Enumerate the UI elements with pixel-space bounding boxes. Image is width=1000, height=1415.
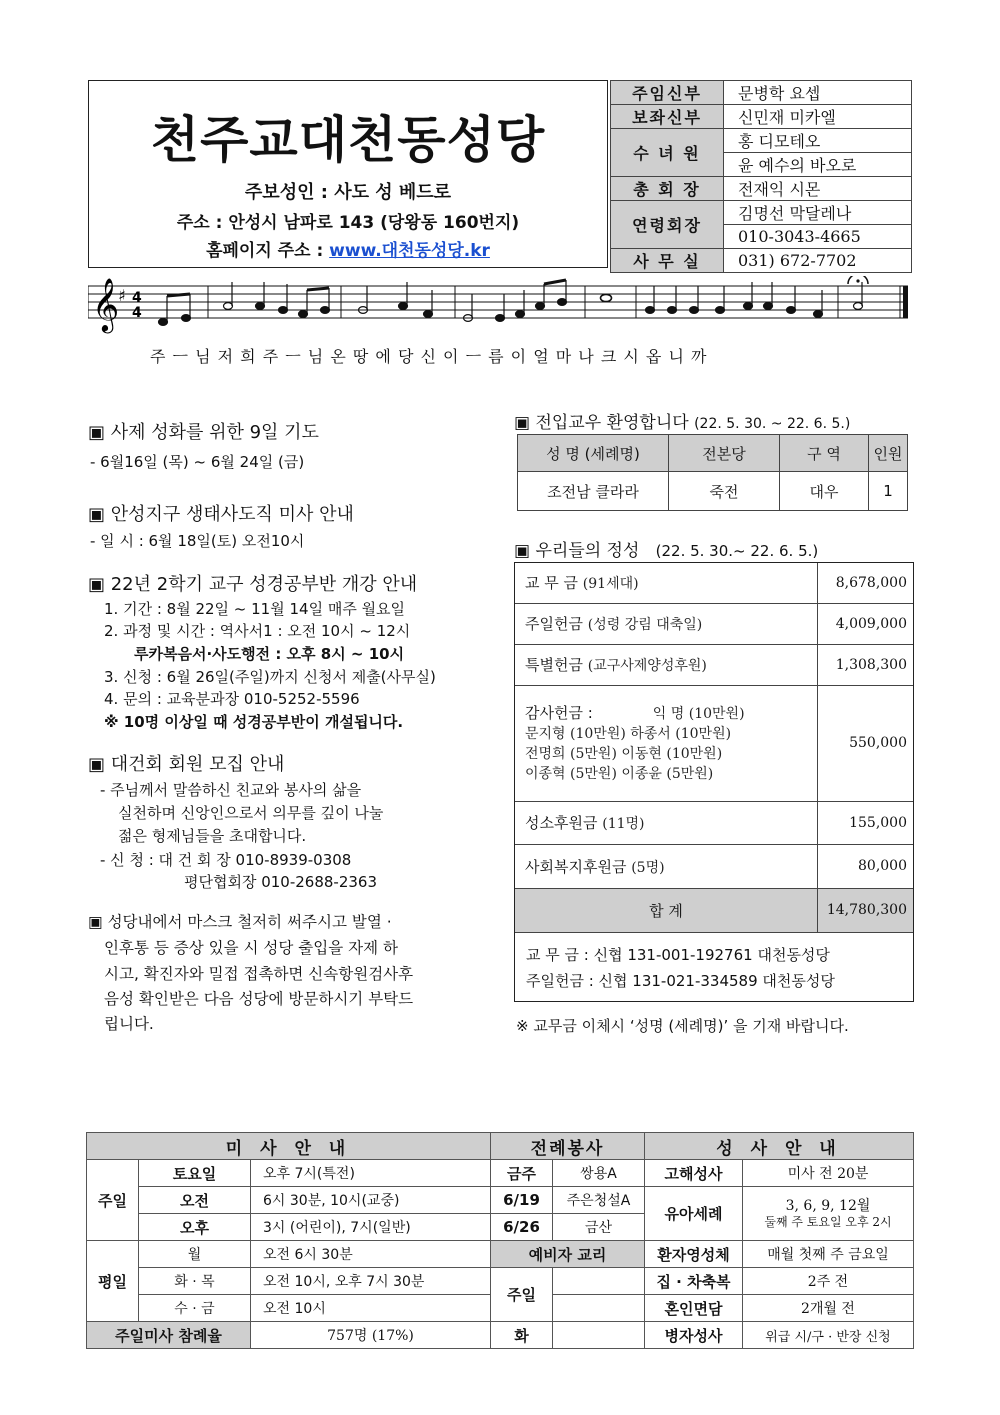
teacher-section-title [514, 408, 850, 433]
offering-label: 주일헌금 (성령 강림 대축일) [515, 603, 818, 644]
notice-bible-line: ※ 10명 이상일 때 성경공부반이 개설됩니다. [104, 713, 404, 731]
staff-table [610, 80, 912, 273]
sacrament-value: 위급 시/구 · 반장 신청 [743, 1322, 914, 1349]
offering-amount: 155,000 [818, 801, 914, 844]
offering-label: 성소후원금 (11명) [515, 801, 818, 844]
sacrament-label: 혼인면담 [645, 1295, 743, 1322]
mass-time: 오전 10시, 오후 7시 30분 [251, 1268, 491, 1295]
catechumen-header: 예비자 교리 [491, 1241, 645, 1268]
offering-label: 교 무 금 (91세대) [515, 563, 818, 603]
schedule-table [86, 1132, 914, 1349]
notice-eco-mass-title: ▣ 안성지구 생태사도직 미사 안내 [88, 504, 354, 525]
svg-text:4: 4 [132, 305, 142, 321]
sacrament-value: 매월 첫째 주 금요일 [743, 1241, 914, 1268]
cell-district: 대우 [780, 472, 869, 511]
staff-value: 김명선 막달레나 [724, 201, 912, 225]
catechumen-tuesday: 화 [491, 1322, 553, 1349]
sacrament-value: 2주 전 [743, 1268, 914, 1295]
offering-amount: 550,000 [818, 685, 914, 801]
thanks-donor: 전명희 (5만원) 이동현 (10만원) [525, 745, 723, 762]
col-header: 인원 [869, 435, 908, 472]
staff-value: 전재익 시몬 [724, 177, 912, 201]
thanks-donor: 익 명 (10만원) [652, 705, 745, 722]
liturgy-date: 6/26 [491, 1214, 553, 1241]
staff-role: 주임신부 [611, 81, 724, 105]
sacrament-guide-header: 성 사 안 내 [645, 1133, 914, 1160]
notice-novena-title: ▣ 사제 성화를 위한 9일 기도 [88, 422, 319, 443]
offering-period: (22. 5. 30.~ 22. 6. 5.) [655, 542, 819, 560]
notice-mask-line: 음성 확인받은 다음 성당에 방문하시기 부탁드 [104, 990, 414, 1008]
sacrament-value: 2개월 전 [743, 1295, 914, 1322]
thanks-donor: 이종혁 (5만원) 이종윤 (5만원) [525, 765, 714, 782]
mass-guide-header: 미 사 안 내 [87, 1133, 491, 1160]
staff-role: 총 회 장 [611, 177, 724, 201]
liturgy-group: 주은청설A [553, 1187, 645, 1214]
cell-name: 조전남 클라라 [518, 472, 669, 511]
mass-day: 월 [139, 1241, 251, 1268]
bank-account-sunday: 주일헌금 : 신협 131-021-334589 대천동성당 [526, 972, 835, 990]
homepage [88, 236, 608, 261]
staff-value: 031) 672-7702 [724, 249, 912, 273]
notice-mask-line: ▣ 성당내에서 마스크 철저히 써주시고 발열 · [88, 913, 392, 931]
mass-time: 오전 6시 30분 [251, 1241, 491, 1268]
staff-role: 사 무 실 [611, 249, 724, 273]
church-name: 천주교대천동성당 [150, 111, 546, 169]
cell-parish: 죽전 [669, 472, 780, 511]
offering-label: 사회복지후원금 (5명) [515, 844, 818, 888]
catechumen-sunday-time [553, 1295, 645, 1322]
notice-daegun-line: - 주님께서 말씀하신 친교와 봉사의 삶을 [100, 781, 362, 799]
sunday-label: 주일 [87, 1160, 139, 1241]
thanks-donor: 문지형 (10만원) 하종서 (10만원) [525, 725, 732, 742]
sacrament-label: 병자성사 [645, 1322, 743, 1349]
catechumen-tuesday-time [553, 1322, 645, 1349]
total-label: 합 계 [515, 888, 818, 932]
offering-amount: 8,678,000 [818, 563, 914, 603]
catechumen-sunday-time [553, 1268, 645, 1295]
notice-bible-line: 4. 문의 : 교육분과장 010-5252-5596 [104, 690, 360, 708]
offering-label: 특별헌금 (교구사제양성후원) [515, 644, 818, 685]
mass-time: 오후 7시(특전) [251, 1160, 491, 1187]
staff-value: 홍 디모테오 [724, 129, 912, 153]
notice-bible-line: 루카복음서·사도행전 : 오후 8시 ~ 10시 [134, 645, 405, 663]
mass-day: 오후 [139, 1214, 251, 1241]
sacrament-label: 고해성사 [645, 1160, 743, 1187]
church-address: 주소 : 안성시 남파로 143 (당왕동 160번지) [176, 213, 520, 233]
notice-mask-line: 립니다. [104, 1015, 154, 1033]
offering-amount: 4,009,000 [818, 603, 914, 644]
patron-saint: 주보성인 : 사도 성 베드로 [244, 182, 452, 203]
liturgy-group: 금산 [553, 1214, 645, 1241]
liturgy-date: 6/19 [491, 1187, 553, 1214]
staff-value: 문병학 요셉 [724, 81, 912, 105]
notice-bible-line: 2. 과정 및 시간 : 역사서1 : 오전 10시 ~ 12시 [104, 622, 411, 640]
mass-day: 화 · 목 [139, 1268, 251, 1295]
sharp-icon: ♯ [118, 286, 126, 305]
liturgy-group: 쌍용A [553, 1160, 645, 1187]
staff-value: 신민재 미카엘 [724, 105, 912, 129]
offering-table [515, 563, 913, 933]
staff-value: 010-3043-4665 [724, 225, 912, 249]
offering-section-title [514, 536, 818, 561]
transfer-note: ※ 교무금 이체시 ‘성명 (세례명)’ 을 기재 바랍니다. [516, 1017, 849, 1035]
sacrament-value: 미사 전 20분 [743, 1160, 914, 1187]
music-notes [159, 280, 863, 325]
offering-amount: 80,000 [818, 844, 914, 888]
teacher-period: (22. 5. 30. ~ 22. 6. 5.) [694, 416, 851, 432]
col-header: 전본당 [669, 435, 780, 472]
new-parishioner-table [517, 434, 908, 511]
thanks-offering-cell [515, 685, 818, 801]
mass-day: 토요일 [139, 1160, 251, 1187]
attendance-label: 주일미사 참례율 [87, 1322, 251, 1349]
bank-account-mission: 교 무 금 : 신협 131-001-192761 대천동성당 [526, 946, 830, 964]
notice-novena-date: - 6월16일 (목) ~ 6월 24일 (금) [90, 453, 305, 471]
sacrament-label: 집 · 차축복 [645, 1268, 743, 1295]
liturgy-date: 금주 [491, 1160, 553, 1187]
mass-time: 6시 30분, 10시(교중) [251, 1187, 491, 1214]
attendance-value: 757명 (17%) [251, 1322, 491, 1349]
time-signature-icon: 4 [132, 290, 142, 306]
notice-bible-class-title: ▣ 22년 2학기 교구 성경공부반 개강 안내 [88, 574, 418, 595]
homepage-label: 홈페이지 주소 : [206, 241, 330, 261]
sacrament-label: 환자영성체 [645, 1241, 743, 1268]
mass-time: 3시 (어린이), 7시(일반) [251, 1214, 491, 1241]
notice-daegun-line: 실천하며 신앙인으로서 의무를 깊이 나눌 [118, 804, 384, 822]
mass-day: 수 · 금 [139, 1295, 251, 1322]
music-staff [88, 276, 912, 342]
staff-role: 수 녀 원 [611, 129, 724, 177]
col-header: 성 명 (세례명) [518, 435, 669, 472]
mass-time: 오전 10시 [251, 1295, 491, 1322]
notice-daegun-line: 평단협회장 010-2688-2363 [184, 873, 378, 891]
notice-mask-line: 인후통 등 증상 있을 시 성당 출입을 자제 하 [104, 939, 398, 957]
notice-daegun-line: - 신 청 : 대 건 회 장 010-8939-0308 [100, 851, 352, 869]
notice-bible-line: 1. 기간 : 8월 22일 ~ 11월 14일 매주 월요일 [104, 600, 406, 618]
notice-daegun-line: 젊은 형제님들을 초대합니다. [118, 827, 307, 845]
col-header: 구 역 [780, 435, 869, 472]
liturgy-service-header: 전례봉사 [491, 1133, 645, 1160]
sacrament-value: 3, 6, 9, 12월 둘째 주 토요일 오후 2시 [743, 1187, 914, 1241]
offering-amount: 1,308,300 [818, 644, 914, 685]
thanks-offering-label: 감사헌금 : [525, 703, 593, 722]
catechumen-sunday: 주일 [491, 1268, 553, 1322]
weekday-label: 평일 [87, 1241, 139, 1322]
staff-value: 윤 예수의 바오로 [724, 153, 912, 177]
song-lyrics: 주 ㅡ 님 저 희 주 ㅡ 님 온 땅 에 당 신 이 ㅡ 름 이 얼 마 나 크 시 옵 니 까 [150, 347, 708, 366]
sacrament-label: 유아세례 [645, 1187, 743, 1241]
treble-clef-icon: 𝄞 [92, 277, 120, 331]
teacher-title: ▣ 전입교우 환영합니다 [514, 413, 689, 433]
staff-role: 보좌신부 [611, 105, 724, 129]
cell-count: 1 [869, 472, 908, 511]
notice-daegun-title: ▣ 대건회 회원 모집 안내 [88, 754, 285, 775]
total-amount: 14,780,300 [818, 888, 914, 932]
offering-title: ▣ 우리들의 정성 [514, 541, 640, 561]
notice-eco-mass-date: - 일 시 : 6월 18일(토) 오전10시 [90, 532, 305, 550]
staff-role: 연령회장 [611, 201, 724, 249]
notice-mask-line: 시고, 확진자와 밀접 접촉하면 신속항원검사후 [104, 965, 414, 983]
homepage-link[interactable]: www.대천동성당.kr [329, 241, 490, 261]
mass-day: 오전 [139, 1187, 251, 1214]
notice-bible-line: 3. 신청 : 6월 26일(주일)까지 신청서 제출(사무실) [104, 668, 436, 686]
